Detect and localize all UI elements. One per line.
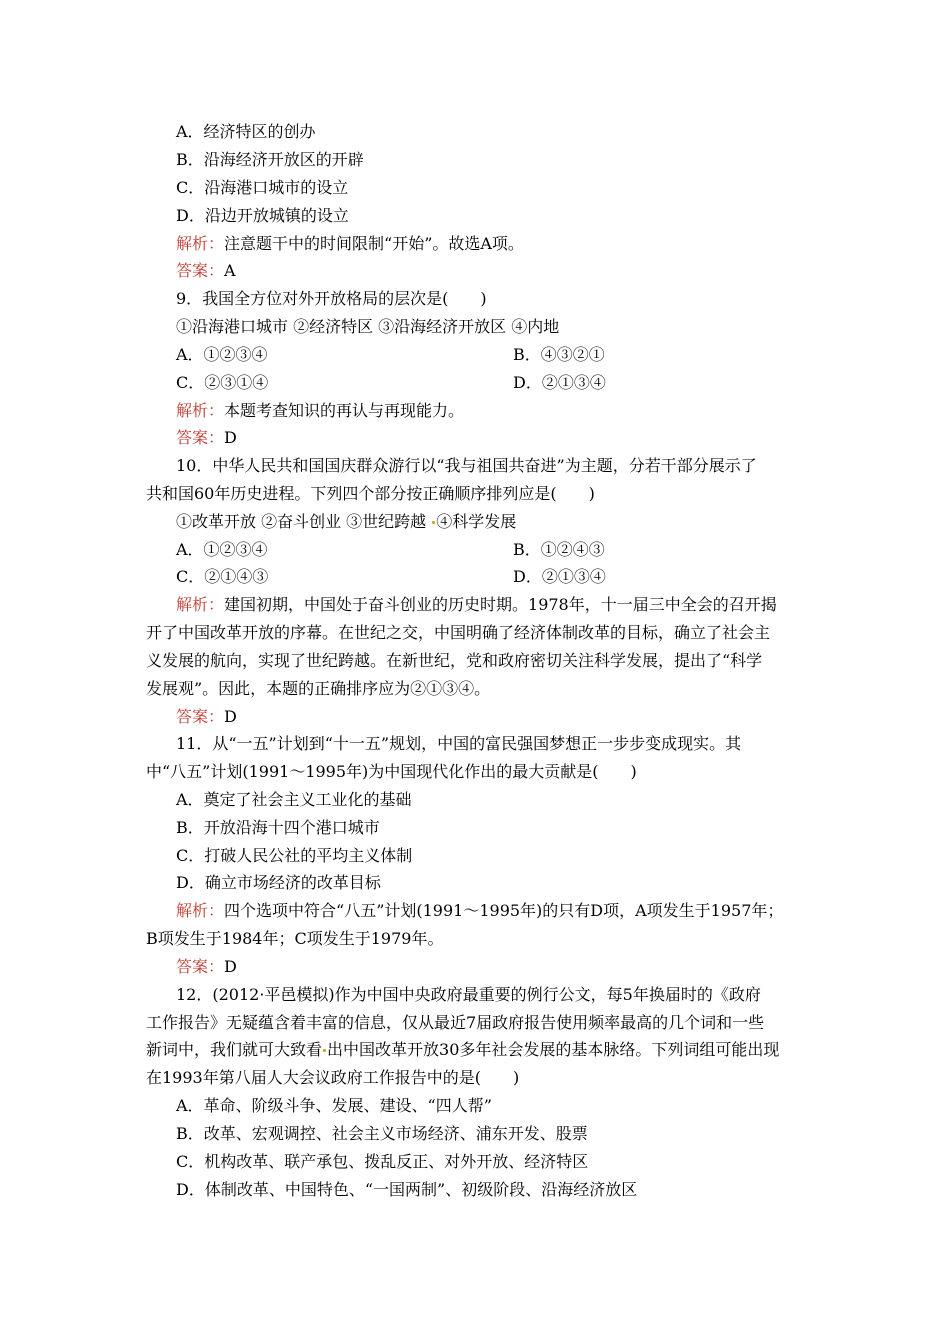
q12-stem-line-4: 在1993年第八届人大会议政府工作报告中的是( ) xyxy=(146,1068,520,1087)
analysis-text: 注意题干中的时间限制“开始”。故选A项。 xyxy=(224,234,524,253)
q11-option-a: A．奠定了社会主义工业化的基础 xyxy=(176,790,412,809)
answer-label: 答案： xyxy=(176,261,225,280)
analysis-label: 解析： xyxy=(176,234,225,253)
q8-option-b: B．沿海经济开放区的开辟 xyxy=(176,150,364,169)
q12-option-a: A．革命、阶级斗争、发展、建设、“四人帮” xyxy=(176,1096,492,1115)
answer-label: 答案： xyxy=(176,428,225,447)
analysis-text: 建国初期，中国处于奋斗创业的历史时期。1978年，十一届三中全会的召开揭 xyxy=(224,595,777,614)
answer-label: 答案： xyxy=(176,707,225,726)
q12-stem-line-2: 工作报告》无疑蕴含着丰富的信息，仅从最近7届政府报告使用频率最高的几个词和一些 xyxy=(146,1013,765,1032)
q9-answer xyxy=(176,427,237,449)
analysis-label: 解析： xyxy=(176,401,225,420)
q8-option-c: C．沿海港口城市的设立 xyxy=(176,178,349,197)
answer-value: A xyxy=(224,261,236,280)
q11-stem-line-1: 11．从“一五”计划到“十一五”规划，中国的富民强国梦想正一步步变成现实。其 xyxy=(176,734,742,753)
q12-stem-line-1: 12．(2012·平邑模拟)作为中国中央政府最重要的例行公文，每5年换届时的《政府 xyxy=(176,985,761,1004)
q9-option-b: B．④③②① xyxy=(513,345,605,364)
q8-option-a: A．经济特区的创办 xyxy=(176,122,316,141)
q11-option-b: B．开放沿海十四个港口城市 xyxy=(176,818,380,837)
q12-stem-line-3 xyxy=(146,1039,779,1061)
q10-stem-line-1: 10．中华人民共和国国庆群众游行以“我与祖国共奋进”为主题，分若干部分展示了 xyxy=(176,456,757,475)
analysis-label: 解析： xyxy=(176,595,225,614)
q12-stem-line-3-part-2: 出中国改革开放30多年社会发展的基本脉络。下列词组可能出现 xyxy=(327,1040,780,1059)
q10-items-part-2: ④科学发展 xyxy=(436,512,517,531)
q11-analysis-line-2: B项发生于1984年；C项发生于1979年。 xyxy=(146,929,444,948)
watermark-dot xyxy=(323,1049,326,1052)
q10-option-b: B．①②④③ xyxy=(513,540,605,559)
watermark-dot xyxy=(432,521,435,524)
q10-answer xyxy=(176,706,237,728)
q9-option-d: D．②①③④ xyxy=(513,373,606,392)
q10-option-d: D．②①③④ xyxy=(513,567,606,586)
q10-option-c: C．②①④③ xyxy=(176,567,269,586)
q10-option-a: A．①②③④ xyxy=(176,540,268,559)
q12-stem-line-3-part-1: 新词中，我们就可大致看 xyxy=(146,1040,323,1059)
q8-option-d: D．沿边开放城镇的设立 xyxy=(176,206,349,225)
analysis-label: 解析： xyxy=(176,901,225,920)
answer-value: D xyxy=(224,957,237,976)
q9-analysis xyxy=(176,400,464,422)
answer-value: D xyxy=(224,707,237,726)
q10-analysis-line-4: 发展观”。因此，本题的正确排序应为②①③④。 xyxy=(146,679,491,698)
q9-items: ①沿海港口城市 ②经济特区 ③沿海经济开放区 ④内地 xyxy=(176,317,560,336)
q10-items xyxy=(176,511,516,533)
q11-option-c: C．打破人民公社的平均主义体制 xyxy=(176,846,413,865)
q11-answer xyxy=(176,956,237,978)
q9-option-a: A．①②③④ xyxy=(176,345,268,364)
answer-value: D xyxy=(224,428,237,447)
q12-option-c: C．机构改革、联产承包、拨乱反正、对外开放、经济特区 xyxy=(176,1152,589,1171)
q9-stem: 9．我国全方位对外开放格局的层次是( ) xyxy=(176,289,487,308)
q8-answer xyxy=(176,260,236,282)
analysis-text: 四个选项中符合“八五”计划(1991～1995年)的只有D项，A项发生于1957年； xyxy=(224,901,784,920)
q11-analysis-line-1 xyxy=(176,900,783,922)
q11-option-d: D．确立市场经济的改革目标 xyxy=(176,873,381,892)
q10-items-part-1: ①改革开放 ②奋斗创业 ③世纪跨越 xyxy=(176,512,432,531)
q8-analysis xyxy=(176,233,524,255)
q12-option-d: D．体制改革、中国特色、“一国两制”、初级阶段、沿海经济放区 xyxy=(176,1180,638,1199)
q10-stem-line-2: 共和国60年历史进程。下列四个部分按正确顺序排列应是( ) xyxy=(146,484,595,503)
q12-option-b: B．改革、宏观调控、社会主义市场经济、浦东开发、股票 xyxy=(176,1124,588,1143)
analysis-text: 本题考查知识的再认与再现能力。 xyxy=(224,401,465,420)
q9-option-c: C．②③①④ xyxy=(176,373,269,392)
q10-analysis-line-2: 开了中国改革开放的序幕。在世纪之交，中国明确了经济体制改革的目标，确立了社会主 xyxy=(146,623,771,642)
answer-label: 答案： xyxy=(176,957,225,976)
q11-stem-line-2: 中“八五”计划(1991～1995年)为中国现代化作出的最大贡献是( ) xyxy=(146,762,637,781)
q10-analysis-line-1 xyxy=(176,594,777,616)
q10-analysis-line-3: 义发展的航向，实现了世纪跨越。在新世纪，党和政府密切关注科学发展，提出了“科学 xyxy=(146,651,763,670)
